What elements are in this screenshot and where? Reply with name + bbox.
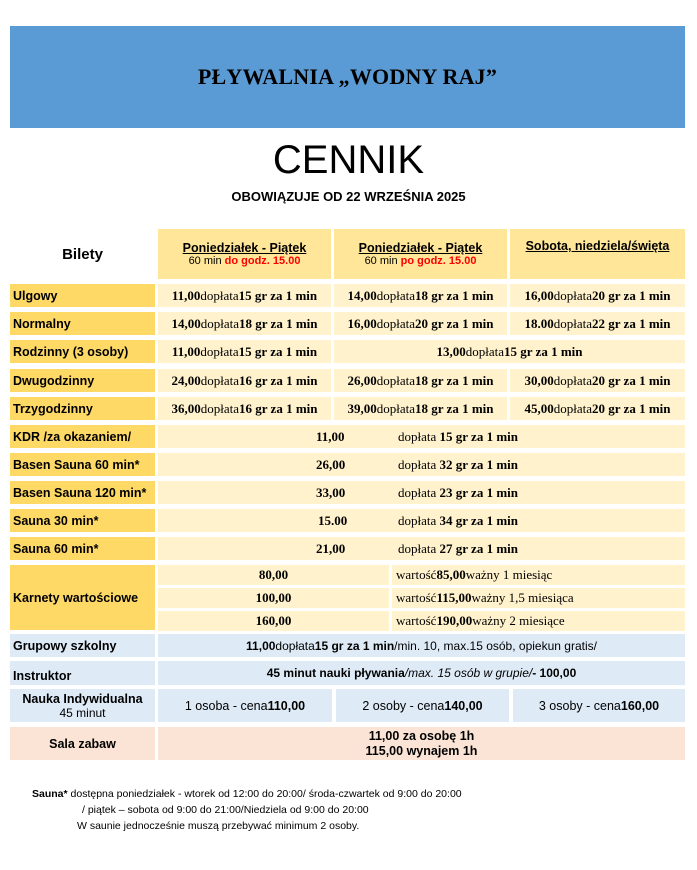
col-title: Poniedziałek - Piątek (182, 241, 307, 255)
price: 26,00 (347, 372, 377, 388)
surcharge-word: dopłata (398, 484, 440, 500)
surcharge-word: dopłata (553, 287, 593, 303)
price: 16,00 (524, 287, 554, 303)
surcharge-word: dopłata (465, 343, 505, 359)
row-label-sauna-60: Sauna 60 min* (10, 537, 155, 560)
surcharge: 15 gr za 1 min (238, 343, 318, 359)
price-cell (510, 369, 685, 392)
price: 39,00 (347, 400, 377, 416)
card-value (392, 565, 685, 585)
validity: ważny 1 miesiąc (465, 567, 553, 582)
col-duration: 60 min (188, 255, 225, 267)
price: - 100,00 (532, 666, 577, 680)
price: 16,00 (347, 315, 377, 331)
value: 85,00 (436, 567, 466, 582)
surcharge: 18 gr za 1 min (415, 400, 494, 416)
title-banner (10, 26, 685, 128)
surcharge-word: dopłata (200, 287, 239, 303)
price-cell (158, 312, 331, 335)
lesson-label: Nauka Indywidualna (22, 691, 143, 706)
note-line-2: / piątek – sobota od 9:00 do 21:00/Niedziela od 9:00 do 20:00 (82, 804, 369, 816)
surcharge-word: dopłata (398, 428, 440, 444)
row-label-normalny: Normalny (10, 312, 155, 335)
card-value (392, 588, 685, 608)
surcharge-word: dopłata (275, 638, 315, 653)
lesson-option (513, 689, 685, 722)
price-cell-merged (158, 481, 685, 504)
surcharge-word: dopłata (376, 400, 416, 416)
group-price (158, 634, 685, 657)
page-title: CENNIK (272, 138, 425, 182)
row-label-nauka (10, 689, 155, 722)
surcharge-word: dopłata (376, 287, 416, 303)
price-cell (158, 369, 331, 392)
surcharge: 15 gr za 1 min (504, 343, 583, 359)
row-label-ulgowy: Ulgowy (10, 284, 155, 307)
col-weekend (510, 229, 685, 279)
price: 45,00 (524, 400, 554, 416)
surcharge: 15 gr za 1 min (238, 287, 318, 303)
pool-name: PŁYWALNIA „WODNY RAJ” (197, 64, 498, 89)
price: 11,00 (246, 638, 276, 653)
row-label-trzygodzinny: Trzygodzinny (10, 397, 155, 420)
price-cell (158, 284, 331, 307)
surcharge: 20 gr za 1 min (415, 315, 494, 331)
value: 115,00 (436, 590, 472, 605)
note-line-3: W saunie jednocześnie muszą przebywać minimum 2 osoby. (77, 820, 360, 832)
price: 33,00 (316, 484, 346, 500)
col-title: Sobota, niedziela/święta (525, 239, 670, 253)
tickets-header: Bilety (62, 245, 103, 263)
value-word: wartość (396, 567, 437, 582)
price: 18.00 (524, 315, 554, 331)
price: 160,00 (620, 698, 660, 713)
surcharge: 20 gr za 1 min (592, 372, 671, 388)
surcharge-word: dopłata (376, 372, 416, 388)
note-hours: dostępna poniedziałek - wtorek od 12:00 do 20:00/ środa-czwartek od 9:00 do 20:00 (67, 788, 462, 800)
card-price (158, 611, 389, 631)
row-label-kdr: KDR /za okazaniem/ (10, 425, 155, 448)
row-label-basen-sauna-120: Basen Sauna 120 min* (10, 481, 155, 504)
lesson-option (336, 689, 509, 722)
col-time: po godz. 15.00 (400, 255, 477, 267)
row-label-sauna-30: Sauna 30 min* (10, 509, 155, 532)
col-duration: 60 min (364, 255, 401, 267)
col-time: do godz. 15.00 (224, 255, 301, 267)
surcharge: 15 gr za 1 min (439, 428, 518, 444)
price-cell (334, 312, 507, 335)
price: 11,00 (171, 343, 201, 359)
surcharge-word: dopłata (553, 372, 593, 388)
instructor-note: /max. 15 osób w grupie/ (404, 666, 533, 680)
price: 15.00 (318, 512, 348, 528)
row-label-sala: Sala zabaw (10, 727, 155, 760)
surcharge-word: dopłata (200, 343, 239, 359)
playroom-rental: 115,00 wynajem 1h (365, 743, 478, 758)
price-cell (334, 284, 507, 307)
playroom-per-person: 11,00 za osobę 1h (368, 728, 475, 743)
sauna-notes (32, 786, 462, 834)
price-cell-merged (334, 340, 685, 363)
row-label-instruktor: Instruktor (10, 661, 155, 685)
surcharge-word: dopłata (200, 372, 240, 388)
surcharge: 16 gr za 1 min (239, 372, 318, 388)
price-cell-merged (158, 509, 685, 532)
surcharge-word: dopłata (398, 512, 440, 528)
row-label-basen-sauna-60: Basen Sauna 60 min* (10, 453, 155, 476)
surcharge: 34 gr za 1 min (439, 512, 518, 528)
surcharge-word: dopłata (553, 400, 593, 416)
price: 30,00 (524, 372, 554, 388)
option-text: 2 osoby - cena (362, 698, 445, 713)
surcharge: 20 gr za 1 min (592, 400, 671, 416)
price: 110,00 (267, 698, 306, 713)
price: 24,00 (171, 372, 201, 388)
row-label-rodzinny: Rodzinny (3 osoby) (10, 340, 155, 363)
row-label-grupowy: Grupowy szkolny (10, 634, 155, 657)
surcharge: 22 gr za 1 min (592, 315, 671, 331)
surcharge-word: dopłata (200, 315, 240, 331)
option-text: 1 osoba - cena (184, 698, 268, 713)
valid-from: OBOWIĄZUJE OD 22 WRZEŚNIA 2025 (231, 189, 466, 204)
value-word: wartość (396, 590, 437, 605)
price: 21,00 (316, 540, 346, 556)
price: 160,00 (255, 613, 292, 628)
col-weekday-after-15 (334, 229, 507, 279)
price-cell (510, 284, 685, 307)
col-subtitle (365, 255, 477, 267)
col-title: Poniedziałek - Piątek (358, 241, 483, 255)
surcharge-word: dopłata (398, 540, 440, 556)
note-line-1 (32, 786, 462, 802)
option-text: 3 osoby - cena (538, 698, 621, 713)
price: 14,00 (171, 315, 201, 331)
price-cell (158, 340, 331, 363)
card-price (158, 565, 389, 585)
price: 13,00 (436, 343, 466, 359)
group-note: /min. 10, max.15 osób, opiekun gratis/ (394, 638, 597, 653)
value-word: wartość (396, 613, 437, 628)
price: 26,00 (316, 456, 346, 472)
price-cell-merged (158, 537, 685, 560)
price-cell (158, 397, 331, 420)
surcharge-word: dopłata (376, 315, 416, 331)
surcharge: 23 gr za 1 min (439, 484, 518, 500)
col-weekday-before-15 (158, 229, 331, 279)
price-cell (334, 397, 507, 420)
surcharge-word: dopłata (200, 400, 240, 416)
price: 80,00 (258, 567, 289, 582)
price-cell (510, 397, 685, 420)
card-value (392, 611, 685, 631)
validity: ważny 1,5 miesiąca (471, 590, 574, 605)
price: 140,00 (444, 698, 483, 713)
col-subtitle (189, 255, 301, 267)
surcharge: 18 gr za 1 min (415, 372, 494, 388)
surcharge: 20 gr za 1 min (592, 287, 671, 303)
price-cell-merged (158, 425, 685, 448)
price: 11,00 (171, 287, 201, 303)
surcharge: 27 gr za 1 min (439, 540, 518, 556)
price-cell-merged (158, 453, 685, 476)
surcharge: 18 gr za 1 min (415, 287, 494, 303)
instructor-price (158, 661, 685, 685)
price: 11,00 (316, 428, 345, 444)
price-cell (334, 369, 507, 392)
surcharge: 32 gr za 1 min (439, 456, 518, 472)
surcharge: 15 gr za 1 min (314, 638, 395, 653)
surcharge: 16 gr za 1 min (239, 400, 318, 416)
row-label-karnety: Karnety wartościowe (10, 565, 155, 630)
row-label-dwugodzinny: Dwugodzinny (10, 369, 155, 392)
price: 36,00 (171, 400, 201, 416)
lesson-duration: 45 minut (59, 705, 106, 720)
note-sauna-word: Sauna* (32, 788, 68, 800)
price: 14,00 (347, 287, 377, 303)
playroom-price (158, 727, 685, 760)
price: 100,00 (255, 590, 292, 605)
lesson-option (158, 689, 332, 722)
surcharge-word: dopłata (553, 315, 593, 331)
instructor-text: 45 minut nauki pływania (266, 666, 405, 680)
price-cell (510, 312, 685, 335)
value: 190,00 (436, 613, 473, 628)
validity: ważny 2 miesiące (472, 613, 565, 628)
card-price (158, 588, 389, 608)
surcharge: 18 gr za 1 min (239, 315, 318, 331)
surcharge-word: dopłata (398, 456, 440, 472)
